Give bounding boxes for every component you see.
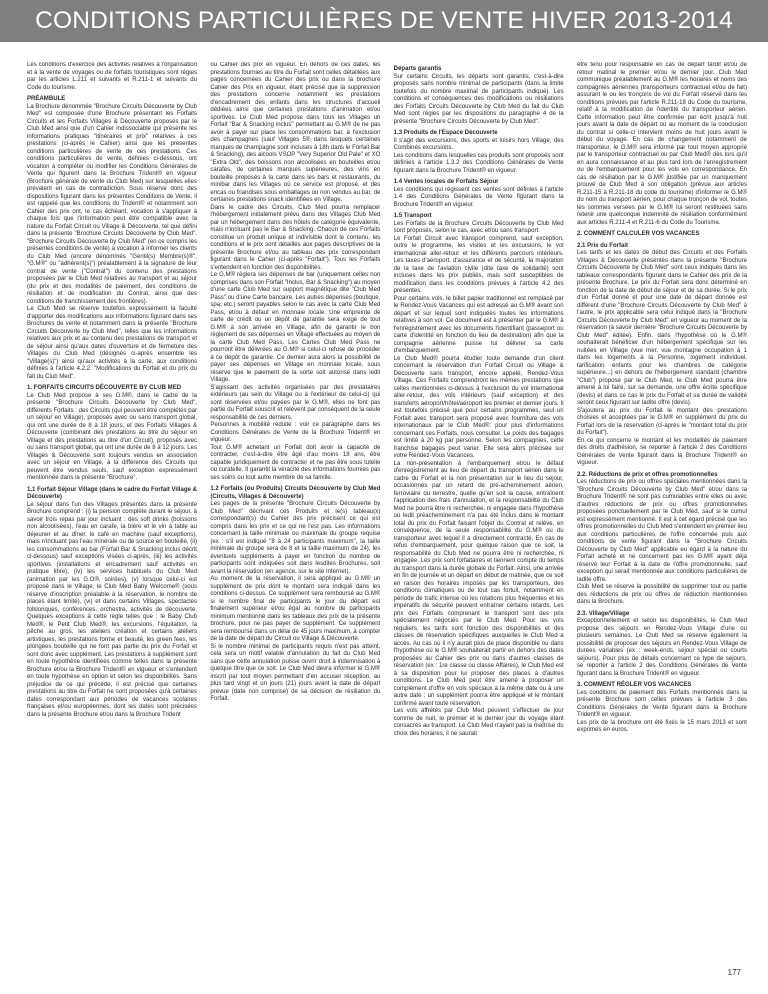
paragraph: Les conditions qui régissent ces ventes sont définies à l'article 1.4 des Conditions Générales de Vente figurant dans la Brochure Trident® en vigueur.	[393, 186, 564, 208]
paragraph: Sur certains Circuits, les départs sont garantis, c'est-à-dire proposés sans nombre minimal de participants (dans la limite toutefois du nombre maximal de participants indiqué). Les conditions et conséquences des modifications ou résiliations des Forfaits Circuits Découverte by Club Med du fait du Club Med sont régies par les dispositions du paragraphe 4 de la présente "Brochure Circuits Découverte by Club Med".	[393, 73, 564, 125]
paragraph: Le Club Med propose à ses G.M®, dans le cadre de la présente "Brochure Circuits Découverte by Club Med", différents Forfaits : des Circuits (qui peuvent être complétés par un séjour en Village), proposés avec ou sans transport global, qui ont une durée de 8 à 18 jours, et des Forfaits Villages & Découverte (combinant des prestations au titre du séjour en Village et des prestations au titre d'un Circuit), proposés avec ou sans transport global, qui ont une durée de 8 à 12 jours. Les Villages & Découverte sont toujours vendus en association avec un séjour en Village, à la différence des Circuits qui peuvent être vendus seuls, sauf exception expressément mentionnée dans la présente "Brochure".	[27, 392, 197, 481]
paragraph: Les conditions d'exercice des activités relatives à l'organisation et à la vente de voyages ou de forfaits touristiques sont régies par les articles L.211 et suivants et R.211-1 et suivants du Code du tourisme.	[27, 62, 197, 91]
column-1	[27, 62, 197, 962]
section-heading: 2.1 Prix du Forfait	[576, 242, 629, 249]
paragraph: être tenu pour responsable en cas de départ tardif et/ou de retour matinal le premier et/ou le dernier jour. Club Med communique préalablement au G.M® les horaires et noms des compagnies aériennes (transporteurs contractuel et/ou de fait) assurant le ou les tronçons de vol du Forfait réservé dans les conditions prévues par l'article R.211-18 du Code du tourisme, relatif à la modification de l'identité du transporteur aérien. Cette information peut être confirmée par écrit jusqu'à huit jours avant la date de départ ou au moment de la conclusion du contrat si celle-ci intervient moins de huit jours avant le début du voyage. En cas de changement notamment de transporteur, le G.M® sera informé par tout moyen approprié par le transporteur contractuel ou par Club Med® dès lors qu'il en aura connaissance et au plus tard lors de l'enregistrement ou de l'embarquement pour les vols en correspondance. En cas de résiliation par le G.M® justifiée par un manquement prouvé de Club Med à son obligation (prévue aux articles R.211-15 à R.211-18 du code du tourisme) d'informer le G.M® du nom du transport aérien, pour chaque tronçon de vol, toutes les sommes versées par le G.M® lui seront restituées sans retenir une quelconque indemnité de résiliation conformément aux articles R.211-4 et R.211-6 du Code du Tourisme.	[576, 62, 747, 226]
section-heading: 2.3. Village/Village	[576, 610, 630, 617]
section-heading: 2.2. Réductions de prix et offres promotionnelles	[576, 471, 718, 478]
paragraph: En ce qui concerne le montant et les modalités de paiement des droits d'adhésion, se reporter à l'article 2 des Conditions Générales de Vente figurant dans la Brochure Trident® en vigueur.	[576, 437, 747, 466]
section-heading: PRÉAMBULE	[27, 96, 66, 102]
section-heading: 1. FORFAITS CIRCUITS DÉCOUVERTE BY CLUB MED	[27, 385, 182, 391]
paragraph: Le G.M® règlera ses dépenses de bar (uniquement celles non comprises dans son Forfait "Inclus, Bar & Snacking") au moyen d'une carte Club Med sur support magnétique dite "Club Med Pass" ou d'une Carte bancaire. Les autres dépenses (boutique, spa, etc.) seront payables selon le cas avec la carte Club Med Pass, et/ou à défaut en monnaie locale. Une empreinte de carte de crédit ou un dépôt de garantie sera exigé de tout G.M® à son arrivée en Village, afin de garantir le bon règlement de ses dépenses en Village effectuées au moyen de la carte Club Med Pass. Les Cartes Club Med Pass ne pourront être délivrées au G.M® si celui-ci refuse de procéder à ce dépôt de garantie. Ce dernier aura alors la possibilité de payer ses dépenses en Village en monnaie locale, sous réserve que le paiement de la sorte soit autorisé dans ledit Village.	[210, 272, 381, 383]
page-title: CONDITIONS PARTICULIÈRES DE VENTE HIVER 2013-2014	[0, 0, 768, 42]
section-heading: Départs garantis	[393, 66, 442, 72]
paragraph: Les prix de la brochure ont été fixés le 15 mars 2013 et sont exprimés en euros.	[576, 719, 747, 733]
paragraph: Les tarifs et les dates de début des Circuits et des Forfaits Villages & Découverte présentés dans la présente "Brochure Circuits Découverte by Club Med" sont ceux indiqués dans les tableaux correspondants figurant dans le Cahier des prix de la présente Brochure. Le prix du Forfait sera donc déterminé en fonction de la date de début de séjour et de sa durée. Si le prix d'un Forfait donné et pour une date de départ donnée est différent d'une "Brochure Circuits Découverte by Club Med" à l'autre, le prix applicable sera celui indiqué dans la "Brochure Circuits Découverte by Club Med" en vigueur au moment de la réservation (à savoir dernière "Brochure Circuits Découverte by Club Med" éditée). Enfin, dans l'hypothèse où le G.M® souhaiterait bénéficier d'un hébergement spécifique sur les nuitées en Village (vue mer, vue montagne occupation à 1 dans les logements à la Personne, logement individuel, tarification enfants pour les chambres de catégorie supérieure...) en dehors de l'hébergement standard (chambre "Club") proposé par le Club Med, le Club Med pourra être amené à lui faire, sur sa demande, une offre écrite spécifique (devis) et dans ce cas le prix du Forfait et sa durée de validité seront ceux figurant sur ladite offre (devis).	[576, 250, 747, 406]
section-heading: 1.5 Transport	[393, 213, 432, 219]
paragraph: Les Forfaits de la Brochure Circuits Découverte by Club Med sont proposés, selon le cas, avec et/ou sans transport.	[393, 220, 564, 234]
column-4	[577, 62, 747, 962]
section-heading: 2. COMMENT CALCULER VOS VACANCES	[576, 231, 700, 237]
paragraph: Le Club Med® pourra étudier toute demande d'un client concernant la réservation d'un Forfait Circuit ou Village & Découverte sans transport, encore appelé, Rendez-Vous Village. Ces Forfaits comprendront les mêmes prestations que celles mentionnées ci-dessus à l'exclusion du vol international aller-retour, des vols intérieurs (sauf exception) et des transferts aéroport/hôtel/aéroport les premier et dernier jours. Il est toutefois précisé que pour certains programmes, seul un Forfait avec transport sera proposé avec fourniture des vols internationaux par le Club Med®: pour plus d'informations concernant ces Forfaits, nous consulter. Le poids des bagages est limité à 20 kg par personne. Selon les compagnies, cette franchise bagages peut varier. Elle sera alors précisée sur votre Rendez-Vous Vacances.	[393, 355, 564, 459]
section-heading: 1.2 Forfaits (ou Produits) Circuits Découverte by Club Med (Circuits, Villages & Découverte)	[210, 486, 381, 500]
column-3	[394, 62, 564, 962]
section-heading: 1.1 Forfait Séjour Village (dans le cadre du Forfait Village & Découverte)	[27, 486, 197, 500]
paragraph: Les conditions de paiement des Forfaits mentionnés dans la présente Brochure sont celles prévues à l'article 3 des Conditions Générales de Vente figurant dans la Brochure Trident® en vigueur.	[576, 689, 747, 718]
paragraph: La non-présentation à l'embarquement et/ou le défaut d'enregistrement au lieu de départ du transport aérien dans le cadre du Forfait et la non présentation sur le lieu du séjour, occasionnés par un retard de pré-acheminement aérien, ferroviaire ou terrestre, quelle qu'en soit la cause, entraînent l'application des frais d'annulation, et la responsabilité du Club Med ne pourra être ni recherchée, ni engagée dans l'hypothèse où ledit préacheminement n'a pas été inclus dans le montant total du prix du Forfait faisant l'objet du Contrat et relève, en conséquence, de la seule responsabilité du G.M® ou du transporteur avec lequel il a directement contracté. En cas de refus d'embarquement, pour quelque raison que ce soit, la responsabilité du Club Med ne pourra être ni recherchée, ni engagée. Les prix sont forfaitaires et tiennent compte du temps du transport dans la durée globale du Forfait. Ainsi, une arrivée en fin de journée et un départ en début de matinée, que ce soit en raison des horaires imposés par les transporteurs, des conditions climatiques ou de tout cas fortuit, notamment en période de trafic intense où les rotations plus fréquentes et les impératifs de sécurité peuvent entraîner certains retards. Les prix des Forfaits comprenant le transport sont des prix spécialement négociés par le Club Med. Pour les vols réguliers, les tarifs sont fonction des disponibilités et des classes de réservation spécifiques auxquelles le Club Med a accès. Au cas où il n'y aurait plus de place disponible ou dans l'hypothèse où le G.M® souhaiterait partir en dehors des dates proposées au Cahier des prix ou dans d'autres classes de réservation (ex : 1re classe ou classe Affaires), le Club Med est à sa disposition pour lui proposer des places à d'autres conditions. Le Club Med peut être amené à proposer un complément d'offre en vols spéciaux à la même date ou à une autre date ; un supplément pourra être appliqué et le montant confirmé avant toute réservation.	[393, 460, 564, 707]
text-columns	[27, 62, 747, 962]
paragraph: Exceptionnellement et selon les disponibilités, le Club Med propose des séjours en Rendez-Vous Village d'une ou plusieurs semaines. Le Club Med se réserve également la possibilité de proposer des séjours en Rendez-Vous Village de durées variables (ex : week-ends, séjour spécial ou courts séjours). Pour plus de détails concernant ce type de séjours, se reporter à l'article 2 des Conditions Générales de Vente figurant dans la Brochure Trident® en vigueur.	[576, 618, 747, 677]
page-number: 177	[727, 968, 741, 977]
paragraph: ou Cahier des prix en vigueur. En dehors de ces dates, les prestations fournies au titre du Forfait sont celles détaillées aux pages concernées du Cahier des prix ou dans la brochure Cahier des Prix en vigueur, étant précisé que la suppression des prestations concerne notamment les prestations d'encadrement des enfants dans les structures d'accueil dédiées ainsi que certaines prestations d'animation et/ou sportives. Le Club Med propose dans tous les Villages un Forfait "Bar & Snacking inclus" permettant au G.M® de ne pas avoir à payer sur place les consommations bar, à l'exclusion des champagnes (sauf Villages 5® dans lesquels certaines marques de champagne sont incluses à 18h dans le Forfait Bar & Snacking), des alcools VSOP "Very Superior Old Pale" et XO "Extra Old", des boissons non alcoolisées en bouteilles et/ou carafes, de certaines marques supérieures, des vins en bouteille proposés à la carte dans les bars et restaurants, du minibar dans les Villages où ce service est proposé, et des encas ou friandises sous emballages ou non vendus au bar, de certaines prestations snack identifiées en Village.	[210, 62, 381, 203]
paragraph: Le Forfait Circuit avec transport comprend, sauf exception, outre le programme, les visites et les excursions, le vol international aller-retour et les différents parcours intérieurs. Les taxes d'aéroport, d'assurance et de sécurité, la majoration de la taxe de l'aviation civile (dite taxe de solidarité) sont incluses dans les prix publiés, mais sont susceptibles de modification dans les conditions prévues à l'article 4.2 des présentes.	[393, 235, 564, 294]
paragraph: S'ajoutera au prix du Forfait le montant des prestations choisies et acceptées par le G.M® en supplément du prix du Forfait lors de la réservation (ci-après le "montant total du prix du Forfait").	[576, 407, 747, 436]
section-heading: 1.3 Produits de l'Espace Découverte	[393, 130, 498, 136]
paragraph: Les conditions dans lesquelles ces produits sont proposés sont définies à l'article 1.3.2 des Conditions Générales de Vente figurant dans la Brochure Trident® en vigueur.	[393, 152, 564, 174]
paragraph: Tout G.M® achetant un Forfait doit avoir la capacité de contracter, c'est-à-dire être âgé d'au moins 18 ans, être capable juridiquement de contracter et ne pas être sous tutelle ou curatelle. Il garantit la véracité des informations fournies pas ses soins ou tout autre membre de sa famille.	[210, 444, 381, 481]
paragraph: Les vols affrétés par Club Med peuvent s'effectuer de jour comme de nuit, le premier et le dernier jour du voyage étant consacrés au transport. Le Club Med n'ayant pas la maîtrise du choix des horaires, il ne saurait	[393, 708, 564, 737]
section-heading: 1.4 Ventes locales de Forfaits Séjour	[393, 179, 499, 185]
paragraph: Les pages de la présente "Brochure Circuits Découverte by Club Med" décrivant ces Produits et le(s) tableau(x) correspondant(s) du Cahier des prix précisent ce qui est compris dans les prix et ce qui ne l'est pas. Les informations concernant la taille minimale ou maximale du groupe requise (ex : s'il est indiqué "8 à 24 participants maximum", la taille minimale du groupe sera de 8 et la taille maximum de 24), les éventuels suppléments à payer en fonction du nombre de participants sont indiquées soit dans lesdites Brochures, soit avant la réservation (en agence, sur le site Internet).	[210, 501, 381, 575]
paragraph: Pour certains vols, le billet papier traditionnel est remplacé par le Rendez-Vous Vacances qui est adressé au G.M® avant son départ et sur lequel sont indiquées toutes les informations relatives à son vol. Ce document est à présenter par le G.M® à l'enregistrement avec les documents l'identifiant (passeport ou carte d'identité en fonction du lieu de destination) afin que la compagnie aérienne puisse lui délivrer sa carte d'embarquement.	[393, 295, 564, 354]
paragraph: Si le nombre minimal de participants requis n'est pas atteint, cela sera un motif valable d'annulation du fait du Club Med sans que cette annulation puisse ouvrir droit à indemnisation à quelque titre que ce soit. Le Club Med devra informer le G.M® inscrit par tout moyen permettant d'en accuser réception, au plus tard vingt et un jours (21) jours avant la date de départ prévue (date non comprise) de sa décision de résiliation du Forfait.	[210, 643, 381, 702]
paragraph: Il s'agit des excursions, des sports et loisirs hors Village, des Combinés excursions.	[393, 137, 564, 151]
paragraph: Le séjour dans l'un des Villages présentés dans la présente Brochure comprend : (i) la pension complète durant le séjour, à savoir trois repas par jour incluant : des soft drinks (boissons non alcoolisées), l'eau en carafe, la bière et le vin à table au déjeuner et au dîner, le café en machine (sauf exceptions), mais n'incluant pas l'eau minérale ou de source en bouteille, (ii) les consommations au bar (Forfait Bar & Snacking inclus décrit ci-dessous) sauf exceptions visées ci-après, (iii) les activités sportives (installations et encadrement sauf activités en pratique libre), (iv) les services habituels du Club Med (animation par les G.O®, soirées), (v) lorsque celui-ci est proposé dans le Village, le Club Med Baby Welcome® (sous réserve d'inscription préalable à la réservation, le nombre de places étant limité), (vi) et dans certains Villages, spectacles folkloriques, conférences, orchestre, activités de découverte. Quelques exceptions à cette règle telles que : le Baby Club Med®, le Petit Club Med®, les excursions, l'équitation, la pêche au gros, les ateliers création et certains ateliers artistiques, les prestations forme et beauté, les green fees, les plongées bouteille qui ne font pas partie du prix du Forfait et sont donc avec supplément. Les prestations à supplément sont en toute hypothèse identifiées comme telles dans la présente Brochure et/ou la Brochure Trident® en vigueur et s'entendent en toute hypothèse en option et selon les disponibilités. Sans préjudice de ce qui précède, il est précisé que certaines prestations au titre du Forfait ne sont proposées qu'à certaines dates correspondant aux périodes de vacances scolaires françaises et/ou européennes, dont les dates sont précisées dans la présente Brochure et/ou dans la Brochure Trident	[27, 501, 197, 718]
paragraph: Au moment de la réservation, il sera appliqué au G.M® un supplément de prix dont le montant sera indiqué dans les conditions ci-dessus. Ce supplément sera remboursé au G.M® si le nombre final de participants le jour du départ est finalement supérieur et/ou égal au nombre de participants minimum mentionné dans les tableaux des prix de la présente brochure, pour ne pas payer de supplément. Ce supplément sera remboursé dans un délai de 45 jours maximum, à compter de la date de départ du Circuit ou Village & Découverte.	[210, 576, 381, 642]
paragraph: La Brochure dénommée "Brochure Circuits Découverte by Club Med" est composée d'une Brochure présentant les Forfaits Circuits et les Forfaits Villages & Découverte proposés par le Club Med ainsi que d'un Cahier indissociable qui présente les informations pratiques "itinéraires et prix" relatives à ces prestations (ci-après le Cahier) ainsi que les présentes conditions particulières de vente de ces prestations. Ces conditions particulières de vente, définies ci-dessous, ont vocation à compléter ou modifier les Conditions Générales de Vente qui figurent dans la Brochure Trident® en vigueur (Brochure générale de vente du Club Med) sur lesquelles elles prévalent en cas de contradiction. Sous réserve donc des dispositions figurant dans les présentes Conditions de Vente, il est rappelé que les conditions du Trident® et notamment son Cahier des prix ont, le cas échéant, vocation à s'appliquer à chaque fois que l'information peut être compatible avec la nature du Forfait Circuit ou Village & Découverte, tel que défini dans la présente "Brochure Circuits Découverte by Club Med". "Brochure Circuits Découverte by Club Med" (en ce compris les présentes conditions de vente) a vocation à informer les clients du Club Med (encore dénommés "Gentil(s) Membre(s)®", "G.M®" ou "adhérent(s)") préalablement à la signature de leur contrat de vente ("Contrat") du contenu des prestations proposées par le Club Med relatives au transport et au séjour (du prix et des modalités de paiement, des conditions de résiliation et de modification du Contrat, ainsi que des conditions de franchissement des frontières).	[27, 103, 197, 305]
paragraph: Personnes à mobilité réduite : voir ce paragraphe dans les Conditions Générales de Vente de la Brochure Trident® en vigueur.	[210, 422, 381, 443]
paragraph: Les réductions de prix ou offres spéciales mentionnées dans la "Brochure Circuits Découverte by Club Med" et/ou dans la Brochure Trident® ne sont pas cumulables entre elles ou avec d'autres réductions de prix ou offres promotionnelles proposées ponctuellement par le Club Med, sauf si le cumul est expressément mentionné. Il est à cet égard précisé que les offres promotionnelles du Club Med s'entendent en premier lieu aux conditions particulières de l'offre concernée puis aux conditions de vente figurant dans la "Brochure Circuits Découverte by Club Med" applicable eu égard à la nature du Forfait acheté et ne concernent pas les G.M® ayant déjà réservé leur Forfait à la date de l'offre promotionnelle, sauf exception qui serait mentionnée aux conditions particulières de ladite offre.	[576, 479, 747, 583]
paragraph: Dans le cadre des Circuits, Club Med pourra remplacer l'hébergement initialement prévu dans des Villages Club Med par un hébergement dans des hôtels de catégorie équivalente, mais n'incluant pas le Bar & Snacking. Chacun de ces Forfaits constitue un produit unique et indivisible dont le contenu, les conditions et le prix sont détaillés aux pages descriptives de la présente Brochure et/ou au tableau des prix correspondant figurant dans le Cahier (ci-après "Forfait"). Tous les Forfaits s'entendent en fonction des disponibilités.	[210, 204, 381, 271]
section-heading: 3. COMMENT RÉGLER VOS VACANCES	[576, 682, 692, 688]
column-2	[210, 62, 380, 962]
paragraph: Club Med se réserve la possibilité de supprimer tout ou partie des réductions de prix ou offres de réduction mentionnées dans la Brochure.	[576, 584, 747, 605]
paragraph: S'agissant des activités organisées par des prestataires extérieurs (au sein du Village ou à l'extérieur de celui-ci) qui sont réservées et/ou payées par le G.M®, elles ne font pas partie du Forfait souscrit et relèvent par conséquent de la seule responsabilité de ces derniers.	[210, 384, 381, 421]
paragraph: Le Club Med se réserve toutefois expressément la faculté d'apporter des modifications aux informations figurant dans ses Brochures de vente et notamment dans la présente "Brochure Circuits Découverte by Club Med", telles que les informations relatives aux prix et au contenu des prestations de transport et de séjour ainsi qu'aux dates d'ouverture et de fermeture des Villages du Club Med (désignés ci-après ensemble les "Village(s)") ainsi qu'aux activités à la carte, aux conditions définies à l'article 4.2.2. "Modifications du Forfait et du prix du fait du Club Med".	[27, 306, 197, 380]
